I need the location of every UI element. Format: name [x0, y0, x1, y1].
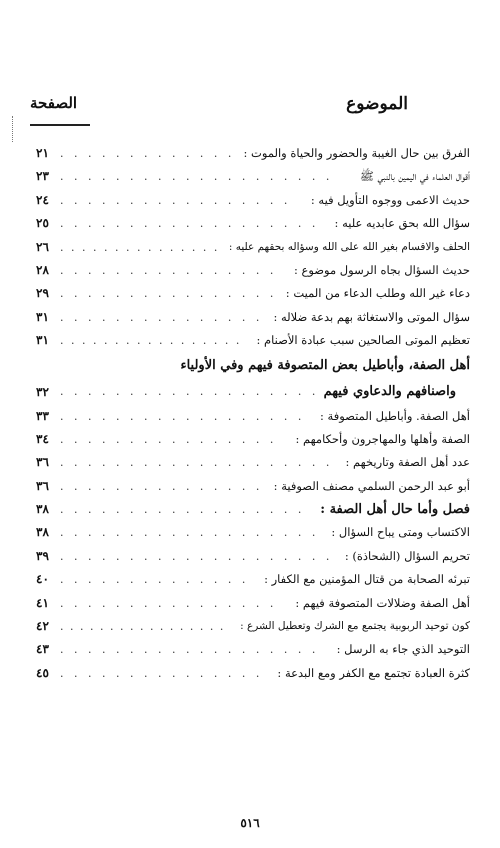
column-header-topic: الموضوع [346, 94, 408, 114]
toc-leader: . . . . . . . . . . . . . . . . . . . [60, 526, 319, 540]
toc-entry-page: ٣٦ [36, 478, 49, 493]
toc-entry-title: سؤال الله بحق عابديه عليه : [334, 216, 470, 231]
toc-entry-page: ٢٣ [36, 169, 49, 184]
toc-leader: . . . . . . . . . . . . . [60, 147, 235, 160]
toc-entry [26, 475, 470, 498]
toc-entry-title: سؤال الموتى والاستغاثة بهم بدعة ضلاله : [273, 309, 470, 324]
toc-entry-title: دعاء غير الله وطلب الدعاء من الميت : [285, 286, 470, 301]
toc-entry-page: ٤٣ [36, 642, 49, 657]
toc-entry-title: تبرئه الصحابة من قتال المؤمنين مع الكفار : [264, 572, 470, 587]
toc-entry [26, 212, 470, 235]
toc-entry-page: ٤٠ [36, 572, 49, 587]
toc-entry-title: تحريم السؤال (الشحاذة) : [344, 548, 470, 563]
toc-entry [26, 405, 470, 428]
toc-entry [26, 568, 470, 591]
toc-leader: . . . . . . . . . . . . . . . . . . [60, 409, 305, 423]
toc-entry-title: الفرق بين حال الغيبة والحضور والحياة والموت : [243, 146, 470, 160]
toc-entry [26, 259, 470, 282]
toc-entry-page: ٣١ [36, 333, 49, 348]
header-underline [30, 124, 90, 126]
toc-leader: . . . . . . . . . . . . . . . . [60, 596, 277, 610]
toc-entry [26, 189, 470, 212]
toc-entry-page: ٤١ [36, 595, 49, 610]
margin-mark [12, 116, 15, 142]
toc-entry-title: أقوال العلماء في اليمين بالنبي ﷺ [359, 169, 470, 184]
toc-entry-title: الصفة وأهلها والمهاجرون وأحكامهم : [295, 431, 470, 446]
toc-entry-title: عدد أهل الصفة وتاريخهم : [345, 455, 470, 470]
toc-section-heading [26, 353, 470, 379]
toc-leader: . . . . . . . . . . . . . . . [60, 310, 263, 324]
toc-entry-page: ٢٥ [36, 216, 49, 231]
column-header-page: الصفحة [30, 94, 78, 112]
toc-entry [26, 142, 470, 165]
toc-entry-page: ٤٥ [36, 665, 49, 680]
toc-entry [26, 306, 470, 329]
toc-entry [26, 662, 470, 685]
toc-entry-page: ٢١ [36, 146, 49, 160]
toc-entry-title: كون توحيد الربوبية يجتمع مع الشرك وتعطيل الشرع : [240, 620, 470, 633]
page-number: ٥١٦ [240, 816, 260, 830]
toc-entry-page: ٢٨ [36, 262, 49, 277]
toc-leader: . . . . . . . . . . . . . . . . . . . . [60, 549, 333, 563]
toc-entry-title: حديث السؤال بجاه الرسول موضوع : [293, 262, 470, 277]
toc-leader: . . . . . . . . . . . . . . . . . [60, 620, 225, 634]
toc-entry-title: التوحيد الذي جاء به الرسل : [336, 642, 470, 657]
toc-entry [26, 615, 470, 638]
toc-entry [26, 428, 470, 451]
toc-leader: . . . . . . . . . . . . . . . . . . [60, 503, 305, 517]
toc-entry-page: ٣٨ [36, 525, 49, 540]
toc-leader: . . . . . . . . . . . . . . . . . . . . [60, 170, 333, 184]
toc-entry-title: كثرة العبادة تجتمع مع الكفر ومع البدعة : [277, 665, 470, 680]
toc-entry-title: الاكتساب ومتى يباح السؤال : [331, 525, 470, 540]
toc-leader: . . . . . . . . . . . . . . . [60, 240, 220, 254]
toc-entry [26, 282, 470, 305]
toc-entry-page: ٣٦ [36, 455, 49, 470]
toc-entry-page: ٣٣ [36, 408, 49, 423]
toc-entry-page: ٢٤ [36, 192, 49, 207]
toc-entry-page: ٢٦ [36, 239, 49, 254]
toc-entry [26, 545, 470, 568]
toc-entry-title: تعظيم الموتى الصالحين سبب عبادة الأصنام : [256, 333, 470, 348]
table-of-contents [26, 142, 470, 685]
toc-leader: . . . . . . . . . . . . . . . . . [60, 334, 242, 348]
toc-entry [26, 165, 470, 188]
toc-leader: . . . . . . . . . . . . . . . . . . . . [60, 456, 333, 470]
toc-leader: . . . . . . . . . . . . . . . . . . . [60, 217, 319, 231]
toc-section-heading [26, 498, 470, 521]
toc-entry-page: ٣٨ [36, 502, 49, 517]
toc-leader: . . . . . . . . . . . . . . . [60, 479, 263, 493]
toc-entry [26, 236, 470, 259]
toc-entry [26, 521, 470, 544]
toc-leader: . . . . . . . . . . . . . . . . . [60, 193, 291, 207]
toc-entry-page: ٢٩ [36, 286, 49, 301]
toc-entry-title: أبو عبد الرحمن السلمي مصنف الصوفية : [273, 478, 470, 493]
toc-entry-page: ٣٤ [36, 431, 49, 446]
toc-leader: . . . . . . . . . . . . . . . . [60, 263, 277, 277]
toc-section-heading [26, 379, 470, 405]
toc-leader: . . . . . . . . . . . . . . . [60, 666, 263, 680]
toc-leader: . . . . . . . . . . . . . . . . . . . [60, 643, 319, 657]
toc-entry-title: حديث الاعمى ووجوه التأويل فيه : [310, 192, 470, 207]
toc-entry [26, 451, 470, 474]
toc-entry-page: ٣١ [36, 309, 49, 324]
toc-entry-page: ٣٢ [36, 384, 49, 399]
toc-entry-title: أهل الصفة. وأباطيل المتصوفة : [320, 408, 470, 423]
toc-entry-page: ٤٢ [36, 619, 49, 634]
toc-entry-title: فصل وأما حال أهل الصفة : [320, 502, 470, 518]
toc-entry-title: أهل الصفة وضلالات المتصوفة فيهم : [295, 595, 470, 610]
toc-entry [26, 592, 470, 615]
toc-entry [26, 329, 470, 352]
toc-entry-title: الحلف والاقسام بغير الله على الله وسؤاله بحقهم عليه : [228, 240, 470, 253]
toc-leader: . . . . . . . . . . . . . . . . [60, 432, 277, 446]
toc-entry-page: ٣٩ [36, 548, 49, 563]
toc-leader: . . . . . . . . . . . . . . [60, 573, 249, 587]
toc-leader: . . . . . . . . . . . . . . . . [60, 287, 277, 301]
toc-entry [26, 638, 470, 661]
toc-entry-title: واصنافهم والدعاوي فيهم [323, 383, 456, 399]
toc-entry-title: أهل الصفة، وأباطيل بعض المتصوفة فيهم وفي الأولياء [180, 357, 470, 373]
toc-leader: . . . . . . . . . . . . . . . . . . . [60, 384, 319, 398]
